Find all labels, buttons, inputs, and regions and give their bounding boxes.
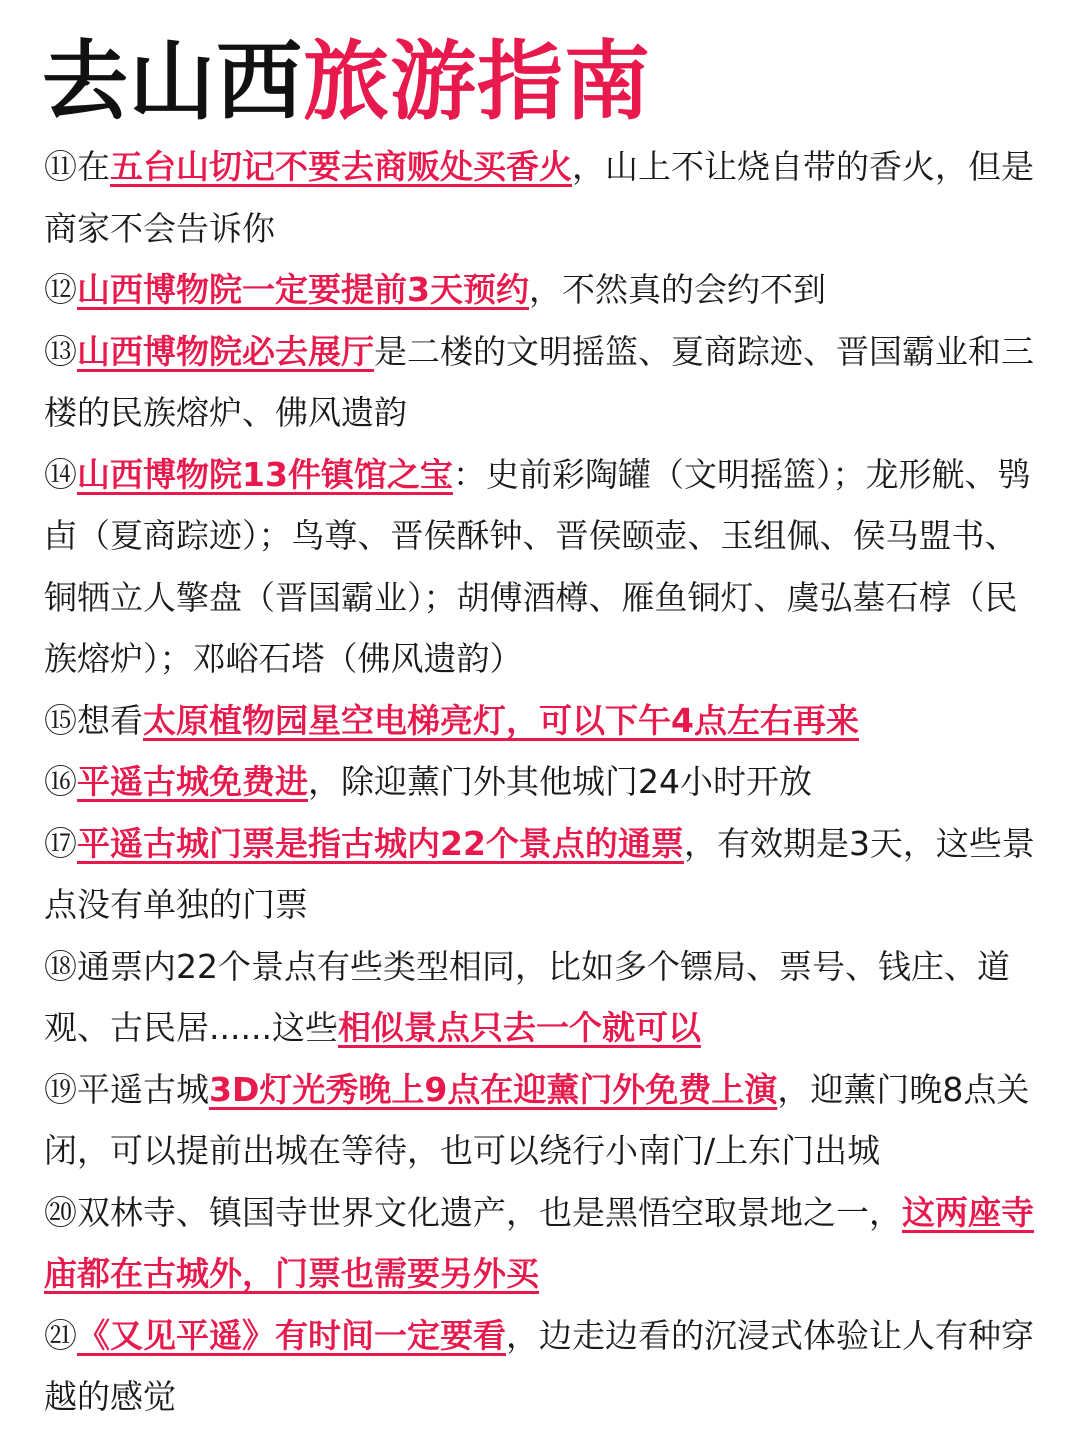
tip-highlight: 平遥古城免费进 (77, 762, 308, 801)
tip-number: ⑲ (44, 1069, 77, 1109)
tip-text: ，迎薰门晚8点关闭，可以提前出城在等待，也可以绕行小南门/上东门出城 (44, 1069, 1030, 1170)
tip-number: ⑳ (44, 1192, 77, 1232)
tip-item-16 (44, 751, 1044, 813)
tip-item-19 (44, 1059, 1044, 1182)
tip-number: ⑫ (44, 270, 77, 309)
tip-item-18 (44, 936, 1044, 1059)
title-red-part: 旅游指南 (303, 32, 651, 132)
tip-number: ⑮ (44, 700, 77, 740)
tip-highlight: 山西博物院13件镇馆之宝 (77, 454, 453, 494)
tip-item-20 (44, 1182, 1044, 1305)
tip-highlight: 山西博物院必去展厅 (77, 331, 374, 371)
tip-text: ：史前彩陶罐（文明摇篮）；龙形觥、鸮卣（夏商踪迹）；鸟尊、晋侯酥钟、晋侯颐壶、玉组佩、侯马盟书、铜牺立人擎盘（晋国霸业）；胡傅酒樽、雁鱼铜灯、虞弘墓石椁（民族熔炉）；邓峪石塔（佛风遗韵） (44, 454, 1031, 678)
tip-number: ⑭ (44, 454, 77, 494)
tip-highlight: 五台山切记不要去商贩处买香火 (110, 147, 572, 186)
tip-number: ⑰ (44, 823, 77, 863)
tip-number: ⑱ (44, 946, 77, 986)
tip-item-13 (44, 321, 1044, 444)
tip-item-11 (44, 136, 1044, 259)
tip-item-17 (44, 813, 1044, 936)
tip-highlight: 太原植物园星空电梯亮灯，可以下午4点左右再来 (143, 700, 859, 740)
tip-number: ⑬ (44, 331, 77, 371)
tip-number: ㉑ (44, 1315, 77, 1355)
tip-item-14 (44, 444, 1044, 690)
tip-item-15 (44, 690, 1044, 752)
tips-list (44, 136, 1044, 1428)
tip-text: ，有效期是3天，这些景点没有单独的门票 (44, 823, 1035, 924)
tip-text: 双林寺、镇国寺世界文化遗产，也是黑悟空取景地之一， (77, 1192, 902, 1232)
page-title (42, 30, 651, 135)
tip-text: 想看 (77, 700, 143, 740)
tip-text: ，山上不让烧自带的香火，但是商家不会告诉你 (44, 147, 1034, 248)
tip-highlight: 这两座寺庙都在古城外，门票也需要另外买 (44, 1192, 1034, 1293)
tip-item-21 (44, 1305, 1044, 1428)
tip-highlight: 平遥古城门票是指古城内22个景点的通票 (77, 823, 684, 863)
tip-text: 通票内22个景点有些类型相同，比如多个镖局、票号、钱庄、道观、古民居......这些 (44, 946, 1010, 1047)
tip-highlight: 3D灯光秀晚上9点在迎薰门外免费上演 (209, 1069, 778, 1109)
title-black-part: 去山西 (42, 32, 303, 132)
tip-number: ⑪ (44, 147, 77, 186)
tip-text: 平遥古城 (77, 1069, 209, 1109)
tip-text: ，除迎薰门外其他城门24小时开放 (308, 762, 812, 801)
tip-number: ⑯ (44, 762, 77, 801)
tip-text: ，不然真的会约不到 (528, 270, 826, 309)
tip-item-12 (44, 259, 1044, 321)
tip-text: ，边走边看的沉浸式体验让人有种穿越的感觉 (44, 1315, 1034, 1416)
tip-highlight: 《又见平遥》有时间一定要看 (77, 1315, 506, 1355)
tip-text: 是二楼的文明摇篮、夏商踪迹、晋国霸业和三楼的民族熔炉、佛风遗韵 (44, 331, 1034, 432)
tip-highlight: 相似景点只去一个就可以 (337, 1008, 701, 1047)
tip-highlight: 山西博物院一定要提前3天预约 (77, 270, 529, 309)
tip-text: 在 (77, 147, 110, 186)
